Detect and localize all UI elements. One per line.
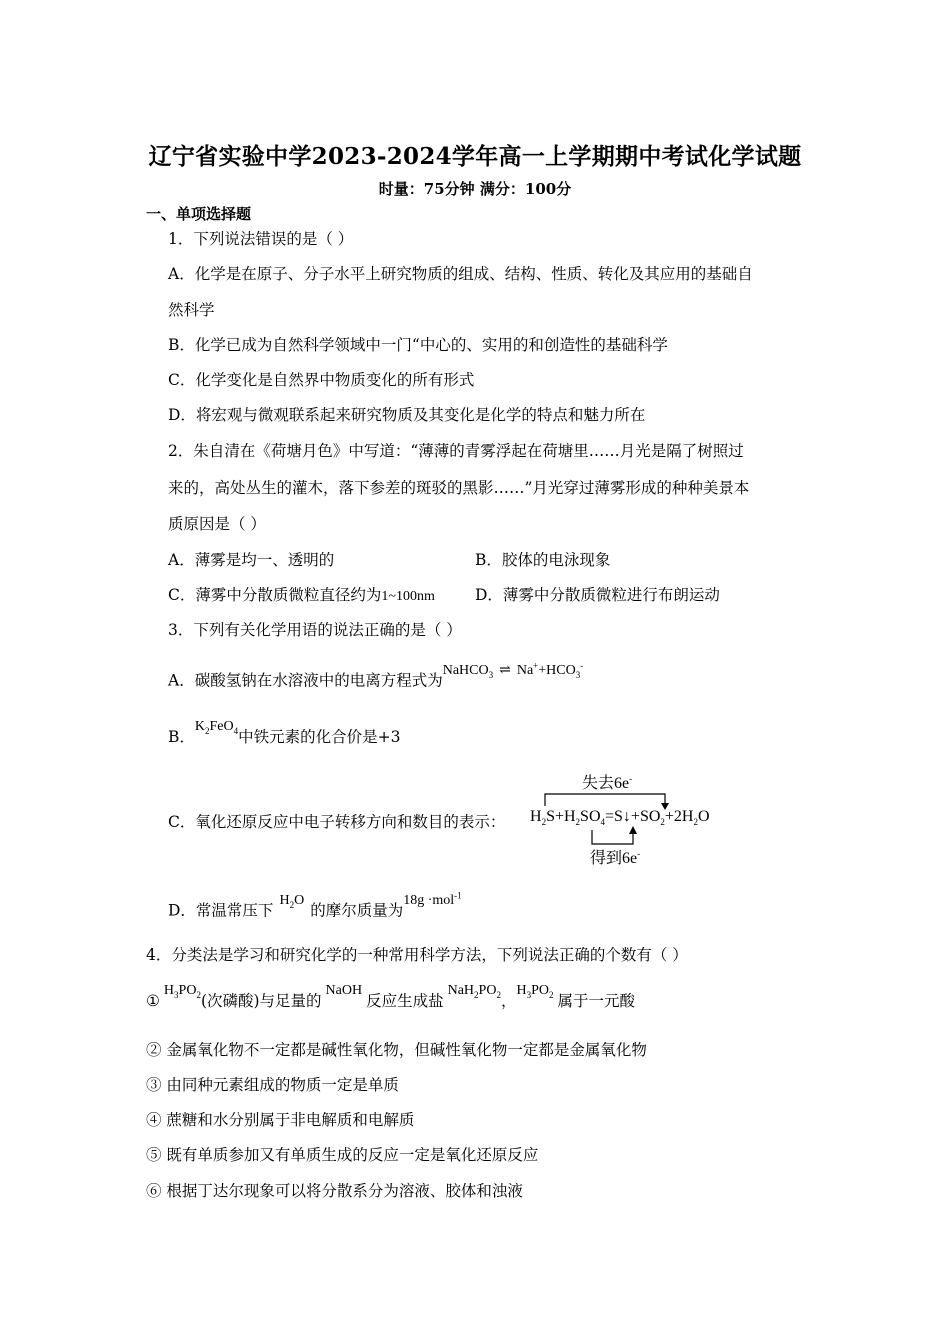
molar-mass-value [403, 890, 462, 908]
formula-part: H [516, 983, 527, 998]
lose-text: 失去6e [582, 775, 630, 792]
formula-k2feo4 [195, 719, 238, 734]
reversible-arrow-icon: ⇌ [499, 662, 511, 678]
question-1-option-a: A．化学是在原子、分子水平上研究物质的组成、结构、性质、转化及其应用的基础自 [168, 265, 753, 283]
formula-h2o [279, 893, 304, 908]
exam-subtitle: 时量：75分钟 满分：100分 [378, 180, 572, 198]
question-1-stem: 1．下列说法错误的是（ ） [168, 230, 354, 248]
item-text: (次磷酸)与足量的 [200, 992, 322, 1010]
subscript: 4 [600, 817, 605, 828]
question-2-option-c [168, 584, 435, 608]
question-2-option-c-text: C．薄雾中分散质微粒直径约为 [168, 586, 382, 604]
subscript: 3 [488, 669, 494, 680]
question-4-item-1 [146, 983, 636, 1018]
gain-arrow-head-icon [629, 826, 637, 834]
question-2-stem-line2: 来的，高处丛生的灌木，落下参差的斑驳的黑影……”月光穿过薄雾形成的种种美景本 [168, 479, 750, 497]
subscript: 2 [496, 989, 501, 1000]
subscript: 2 [549, 989, 554, 1000]
question-4-item-2: ② 金属氧化物不一定都是碱性氧化物，但碱性氧化物一定都是金属氧化物 [146, 1041, 647, 1059]
formula-part: PO [178, 983, 197, 998]
subscript: 2 [289, 899, 295, 910]
formula-nahco3: NaHCO [442, 662, 489, 678]
subscript: 2 [541, 817, 547, 828]
question-3-option-b-label: B． [168, 728, 195, 746]
subscript: 2 [660, 817, 665, 828]
question-1-option-d: D．将宏观与微观联系起来研究物质及其变化是化学的特点和魅力所在 [168, 406, 646, 424]
formula-part: NaH [447, 983, 475, 998]
subscript: 4 [233, 725, 239, 736]
section-heading: 一、单项选择题 [146, 205, 252, 223]
question-1-option-c: C．化学变化是自然界中物质变化的所有形式 [168, 371, 475, 389]
formula-part: PO [478, 983, 497, 998]
lose-electron-bracket [545, 794, 665, 806]
subscript: 2 [693, 817, 698, 828]
formula-part: SO [580, 808, 601, 825]
formula-part: =S↓+SO [605, 808, 661, 825]
subscript: 2 [474, 989, 479, 1000]
question-4-item-5: ⑤ 既有单质参加又有单质生成的反应一定是氧化还原反应 [146, 1146, 539, 1164]
question-3-option-c: C．氧化还原反应中电子转移方向和数目的表示： [168, 813, 506, 831]
formula-h3po2 [164, 983, 201, 998]
subscript: 2 [196, 989, 201, 1000]
formula-part: FeO [209, 719, 234, 734]
gain-electron-bracket [592, 830, 633, 844]
ionization-equation [442, 660, 584, 680]
formula-h3po2 [516, 983, 553, 998]
gain-text: 得到6e [590, 850, 638, 867]
value-text: 18g ·mol [403, 892, 455, 908]
question-2-stem-line1: 2．朱自清在《荷塘月色》中写道：“薄薄的青雾浮起在荷塘里……月光是隔了树照过 [168, 442, 744, 460]
question-3-option-b [168, 719, 401, 754]
subscript: 2 [575, 817, 581, 828]
question-4-item-4: ④ 蔗糖和水分别属于非电解质和电解质 [146, 1111, 415, 1129]
exam-title: 辽宁省实验中学2023-2024学年高一上学期期中考试化学试题 [148, 143, 802, 170]
formula-part: K [194, 719, 206, 734]
question-4-item-3: ③ 由同种元素组成的物质一定是单质 [146, 1076, 399, 1094]
item-text: 反应生成盐 [366, 992, 444, 1010]
question-2-option-a: A．薄雾是均一、透明的 [168, 551, 335, 569]
question-1-option-b: B．化学已成为自然科学领域中一门“中心的、实用的和创造性的基础科学 [168, 336, 668, 354]
question-4-item-6: ⑥ 根据丁达尔现象可以将分散系分为溶液、胶体和浊液 [146, 1182, 523, 1200]
question-3-option-a-text: A．碳酸氢钠在水溶液中的电离方程式为 [168, 671, 443, 690]
subscript: 3 [526, 989, 532, 1000]
subscript: 3 [174, 989, 179, 1000]
gain-electron-label [590, 845, 640, 868]
question-2-option-d: D．薄雾中分散质微粒进行布朗运动 [475, 586, 720, 604]
item-number: ① [146, 992, 160, 1010]
question-3-option-b-text: 中铁元素的化合价是+3 [238, 728, 401, 746]
formula-part: +2H [664, 808, 694, 825]
formula-part: PO [531, 983, 549, 998]
formula-naoh: NaOH [325, 983, 363, 998]
charge: - [580, 660, 584, 670]
subscript: 3 [575, 669, 581, 680]
formula-part: H [163, 983, 175, 998]
formula-part: H [530, 808, 542, 825]
electron-transfer-diagram [530, 770, 760, 865]
formula-nah2po2 [448, 983, 501, 998]
item-text: 属于一元酸 [557, 992, 636, 1010]
charge: + [533, 660, 539, 670]
charge: - [629, 773, 633, 784]
question-2-option-b: B．胶体的电泳现象 [475, 551, 611, 569]
charge: - [637, 848, 641, 859]
formula-part: H [279, 892, 290, 908]
formula-part: O [294, 892, 305, 908]
formula-part: O [697, 808, 710, 825]
question-3-option-d-text: D．常温常压下 [168, 901, 274, 920]
comma: ， [500, 992, 517, 1010]
subscript: 2 [205, 725, 210, 736]
question-1-option-a-cont: 然科学 [168, 301, 215, 319]
redox-equation [530, 808, 710, 827]
particle-size-value: 1~100nm [381, 589, 435, 604]
ion-na: Na [516, 662, 534, 678]
question-4-stem: 4．分类法是学习和研究化学的一种常用科学方法，下列说法正确的个数有（ ） [146, 946, 688, 964]
question-3-option-d [168, 890, 462, 927]
question-3-option-a [168, 660, 584, 697]
exponent: -1 [454, 890, 462, 900]
question-3-option-d-mid: 的摩尔质量为 [310, 901, 404, 920]
formula-part: S+H [546, 808, 576, 825]
lose-electron-label [582, 770, 632, 793]
ion-hco3: +HCO [538, 662, 576, 678]
question-3-stem: 3．下列有关化学用语的说法正确的是（ ） [168, 621, 462, 639]
question-2-stem-line3: 质原因是（ ） [168, 515, 266, 533]
